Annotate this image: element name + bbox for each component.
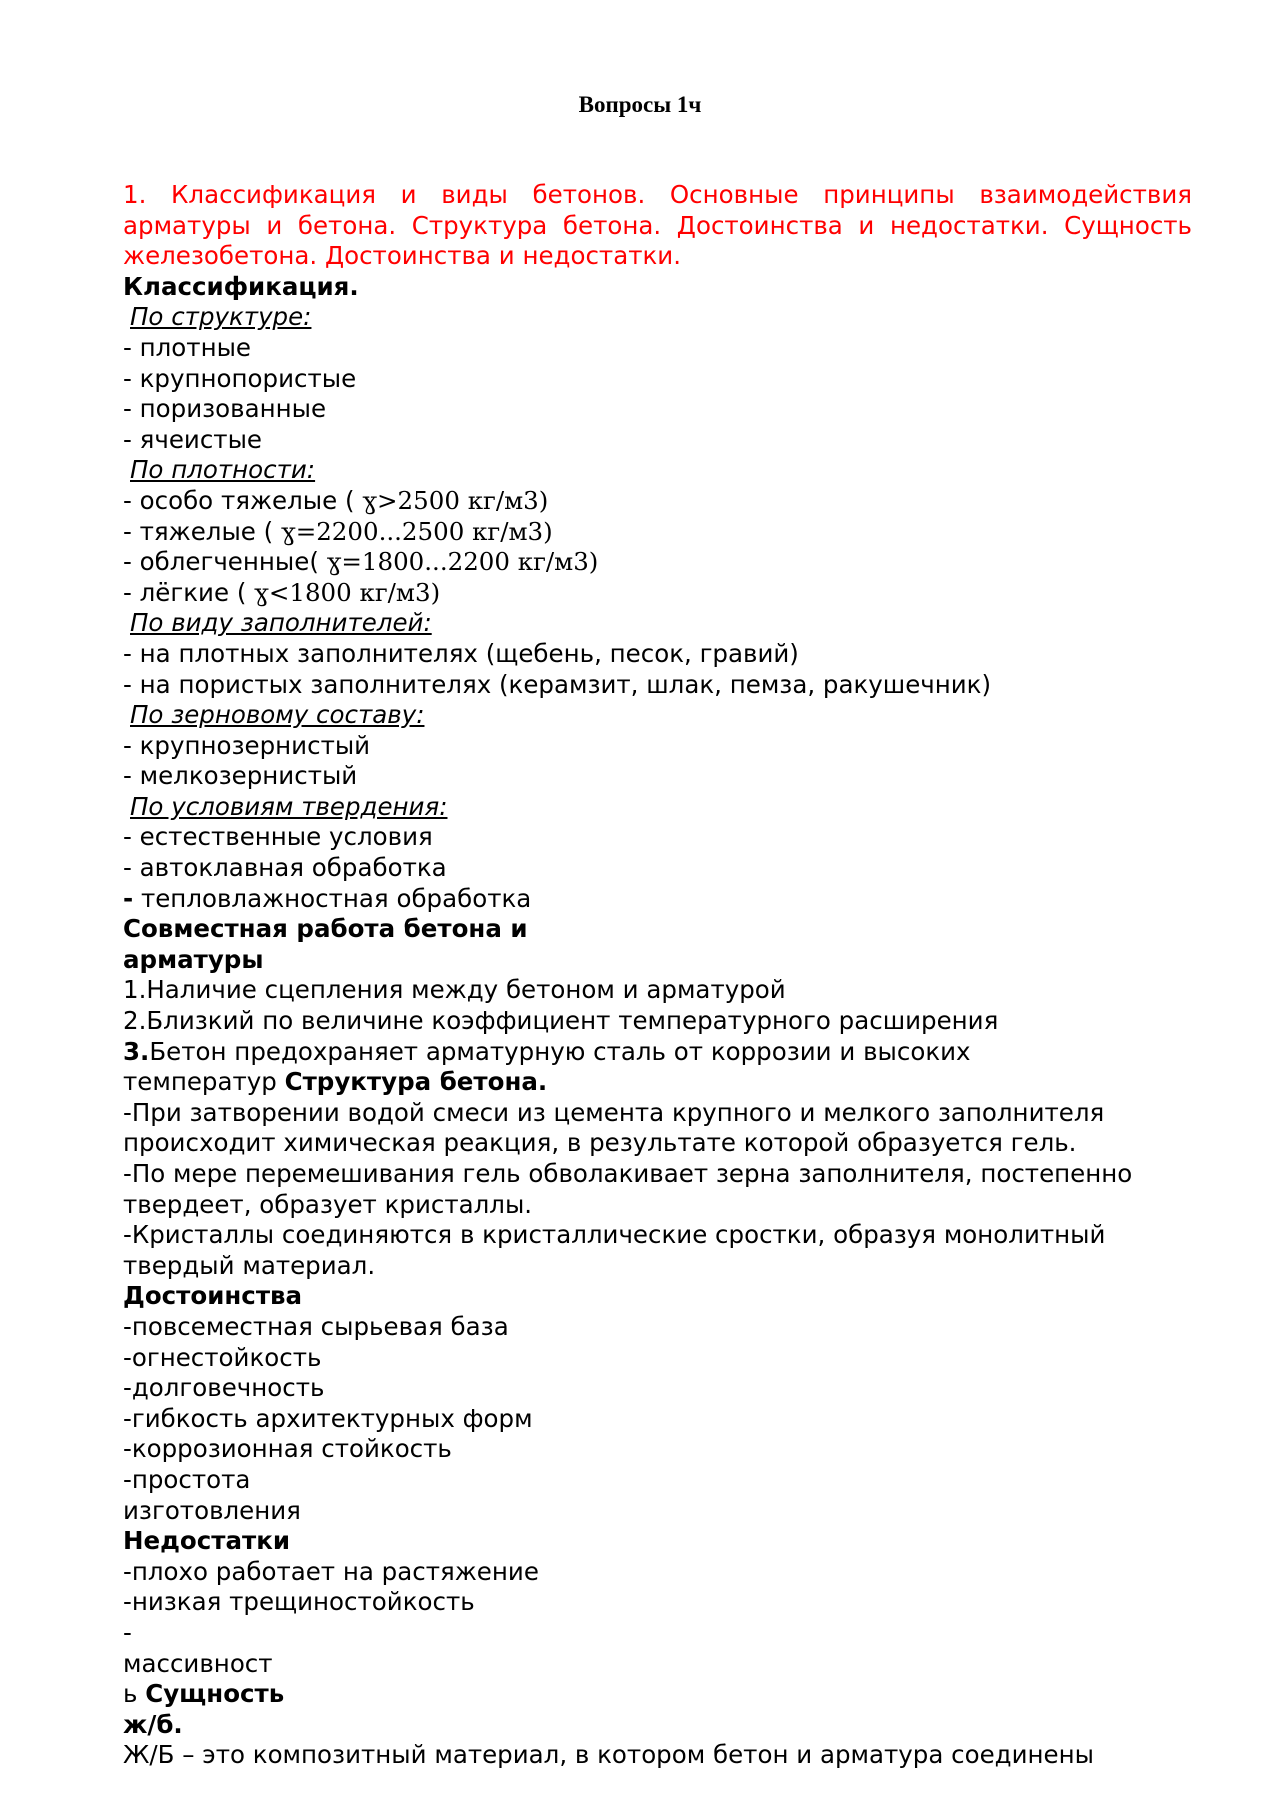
list-item <box>123 1037 1193 1068</box>
disadvantages-heading: Недостатки <box>123 1526 290 1556</box>
list-item: - мелкозернистый <box>123 761 358 791</box>
structure-subheading: По структуре: <box>130 302 312 332</box>
list-item: -простота <box>123 1464 251 1494</box>
density-formula: ɣ<1800 кг/м3) <box>254 577 441 607</box>
list-item: массивност <box>123 1648 273 1678</box>
list-item: - плотные <box>123 332 252 362</box>
density-label: - лёгкие ( <box>123 577 247 607</box>
list-item <box>123 1679 1193 1710</box>
list-item <box>123 884 1193 915</box>
aggregate-subheading: По виду заполнителей: <box>130 608 432 638</box>
list-item-text: тепловлажностная обработка <box>133 883 532 913</box>
list-item: -повсеместная сырьевая база <box>123 1311 509 1341</box>
grain-subheading: По зерновому составу: <box>130 700 425 730</box>
list-item: - на пористых заполнителях (керамзит, шлак, пемза, ракушечник) <box>123 669 992 699</box>
essence-heading: Сущность <box>145 1679 285 1709</box>
list-item <box>123 547 1193 578</box>
paragraph-line: -По мере перемешивания гель обволакивает зерна заполнителя, постепенно <box>123 1159 1133 1188</box>
list-item <box>123 578 1193 609</box>
density-label: - тяжелые ( <box>123 516 274 546</box>
list-item-text: температур <box>123 1067 285 1097</box>
classification-heading: Классификация. <box>123 271 359 301</box>
list-item: - <box>123 1617 132 1647</box>
paragraph-line: -Кристаллы соединяются в кристаллические сростки, образуя монолитный <box>123 1220 1106 1250</box>
list-item: -долговечность <box>123 1373 325 1403</box>
definition-line: Ж/Б – это композитный материал, в котором бетон и арматура соединены <box>123 1740 1094 1770</box>
density-label: - облегченные( <box>123 547 319 577</box>
list-item-text: ь <box>123 1679 146 1709</box>
document-title: Вопросы 1ч <box>578 92 702 117</box>
essence-heading-cont: ж/б. <box>123 1709 183 1739</box>
list-item: 1.Наличие сцепления между бетоном и арматурой <box>123 975 786 1005</box>
density-subheading: По плотности: <box>130 455 316 485</box>
list-item: -огнестойкость <box>123 1342 322 1372</box>
list-item: изготовления <box>123 1495 301 1525</box>
density-label: - особо тяжелые ( <box>123 485 355 515</box>
list-item: - крупнопористые <box>123 363 357 393</box>
list-item: - естественные условия <box>123 822 433 852</box>
advantages-heading: Достоинства <box>123 1281 303 1311</box>
density-formula: ɣ=1800...2200 кг/м3) <box>326 547 599 577</box>
list-item <box>123 517 1193 548</box>
joint-work-heading: Совместная работа бетона и <box>123 914 528 944</box>
list-item: - на плотных заполнителях (щебень, песок, гравий) <box>123 638 799 668</box>
density-formula: ɣ>2500 кг/м3) <box>362 485 549 515</box>
density-formula: ɣ=2200...2500 кг/м3) <box>281 516 553 546</box>
paragraph-line: твердый материал. <box>123 1250 376 1280</box>
question-heading: 1. Классификация и виды бетонов. Основные принципы взаимодействия арматуры и бетона. Структура бетона. Достоинства и недостатки. Сущность железобетона. Достоинства и недостатки. <box>123 180 1192 271</box>
list-item: - ячеистые <box>123 424 262 454</box>
item-number: 3. <box>123 1036 150 1066</box>
hardening-subheading: По условиям твердения: <box>130 791 448 821</box>
list-item: -гибкость архитектурных форм <box>123 1403 533 1433</box>
list-item-text: Бетон предохраняет арматурную сталь от коррозии и высоких <box>149 1036 971 1066</box>
paragraph-line: твердеет, образует кристаллы. <box>123 1189 533 1219</box>
list-item: -плохо работает на растяжение <box>123 1556 539 1586</box>
list-item: - поризованные <box>123 394 327 424</box>
structure-heading: Структура бетона. <box>284 1067 548 1097</box>
joint-work-heading-cont: арматуры <box>123 944 264 974</box>
list-item: -низкая трещиностойкость <box>123 1587 475 1617</box>
list-item <box>123 486 1193 517</box>
paragraph-line: происходит химическая реакция, в результате которой образуется гель. <box>123 1128 1077 1158</box>
document-body <box>123 180 1193 1771</box>
list-item: - автоклавная обработка <box>123 853 447 883</box>
bullet-dash: - <box>123 883 134 913</box>
list-item <box>123 1067 1193 1098</box>
paragraph-line: -При затворении водой смеси из цемента крупного и мелкого заполнителя <box>123 1097 1105 1127</box>
list-item: - крупнозернистый <box>123 730 371 760</box>
list-item: -коррозионная стойкость <box>123 1434 452 1464</box>
list-item: 2.Близкий по величине коэффициент температурного расширения <box>123 1006 999 1036</box>
